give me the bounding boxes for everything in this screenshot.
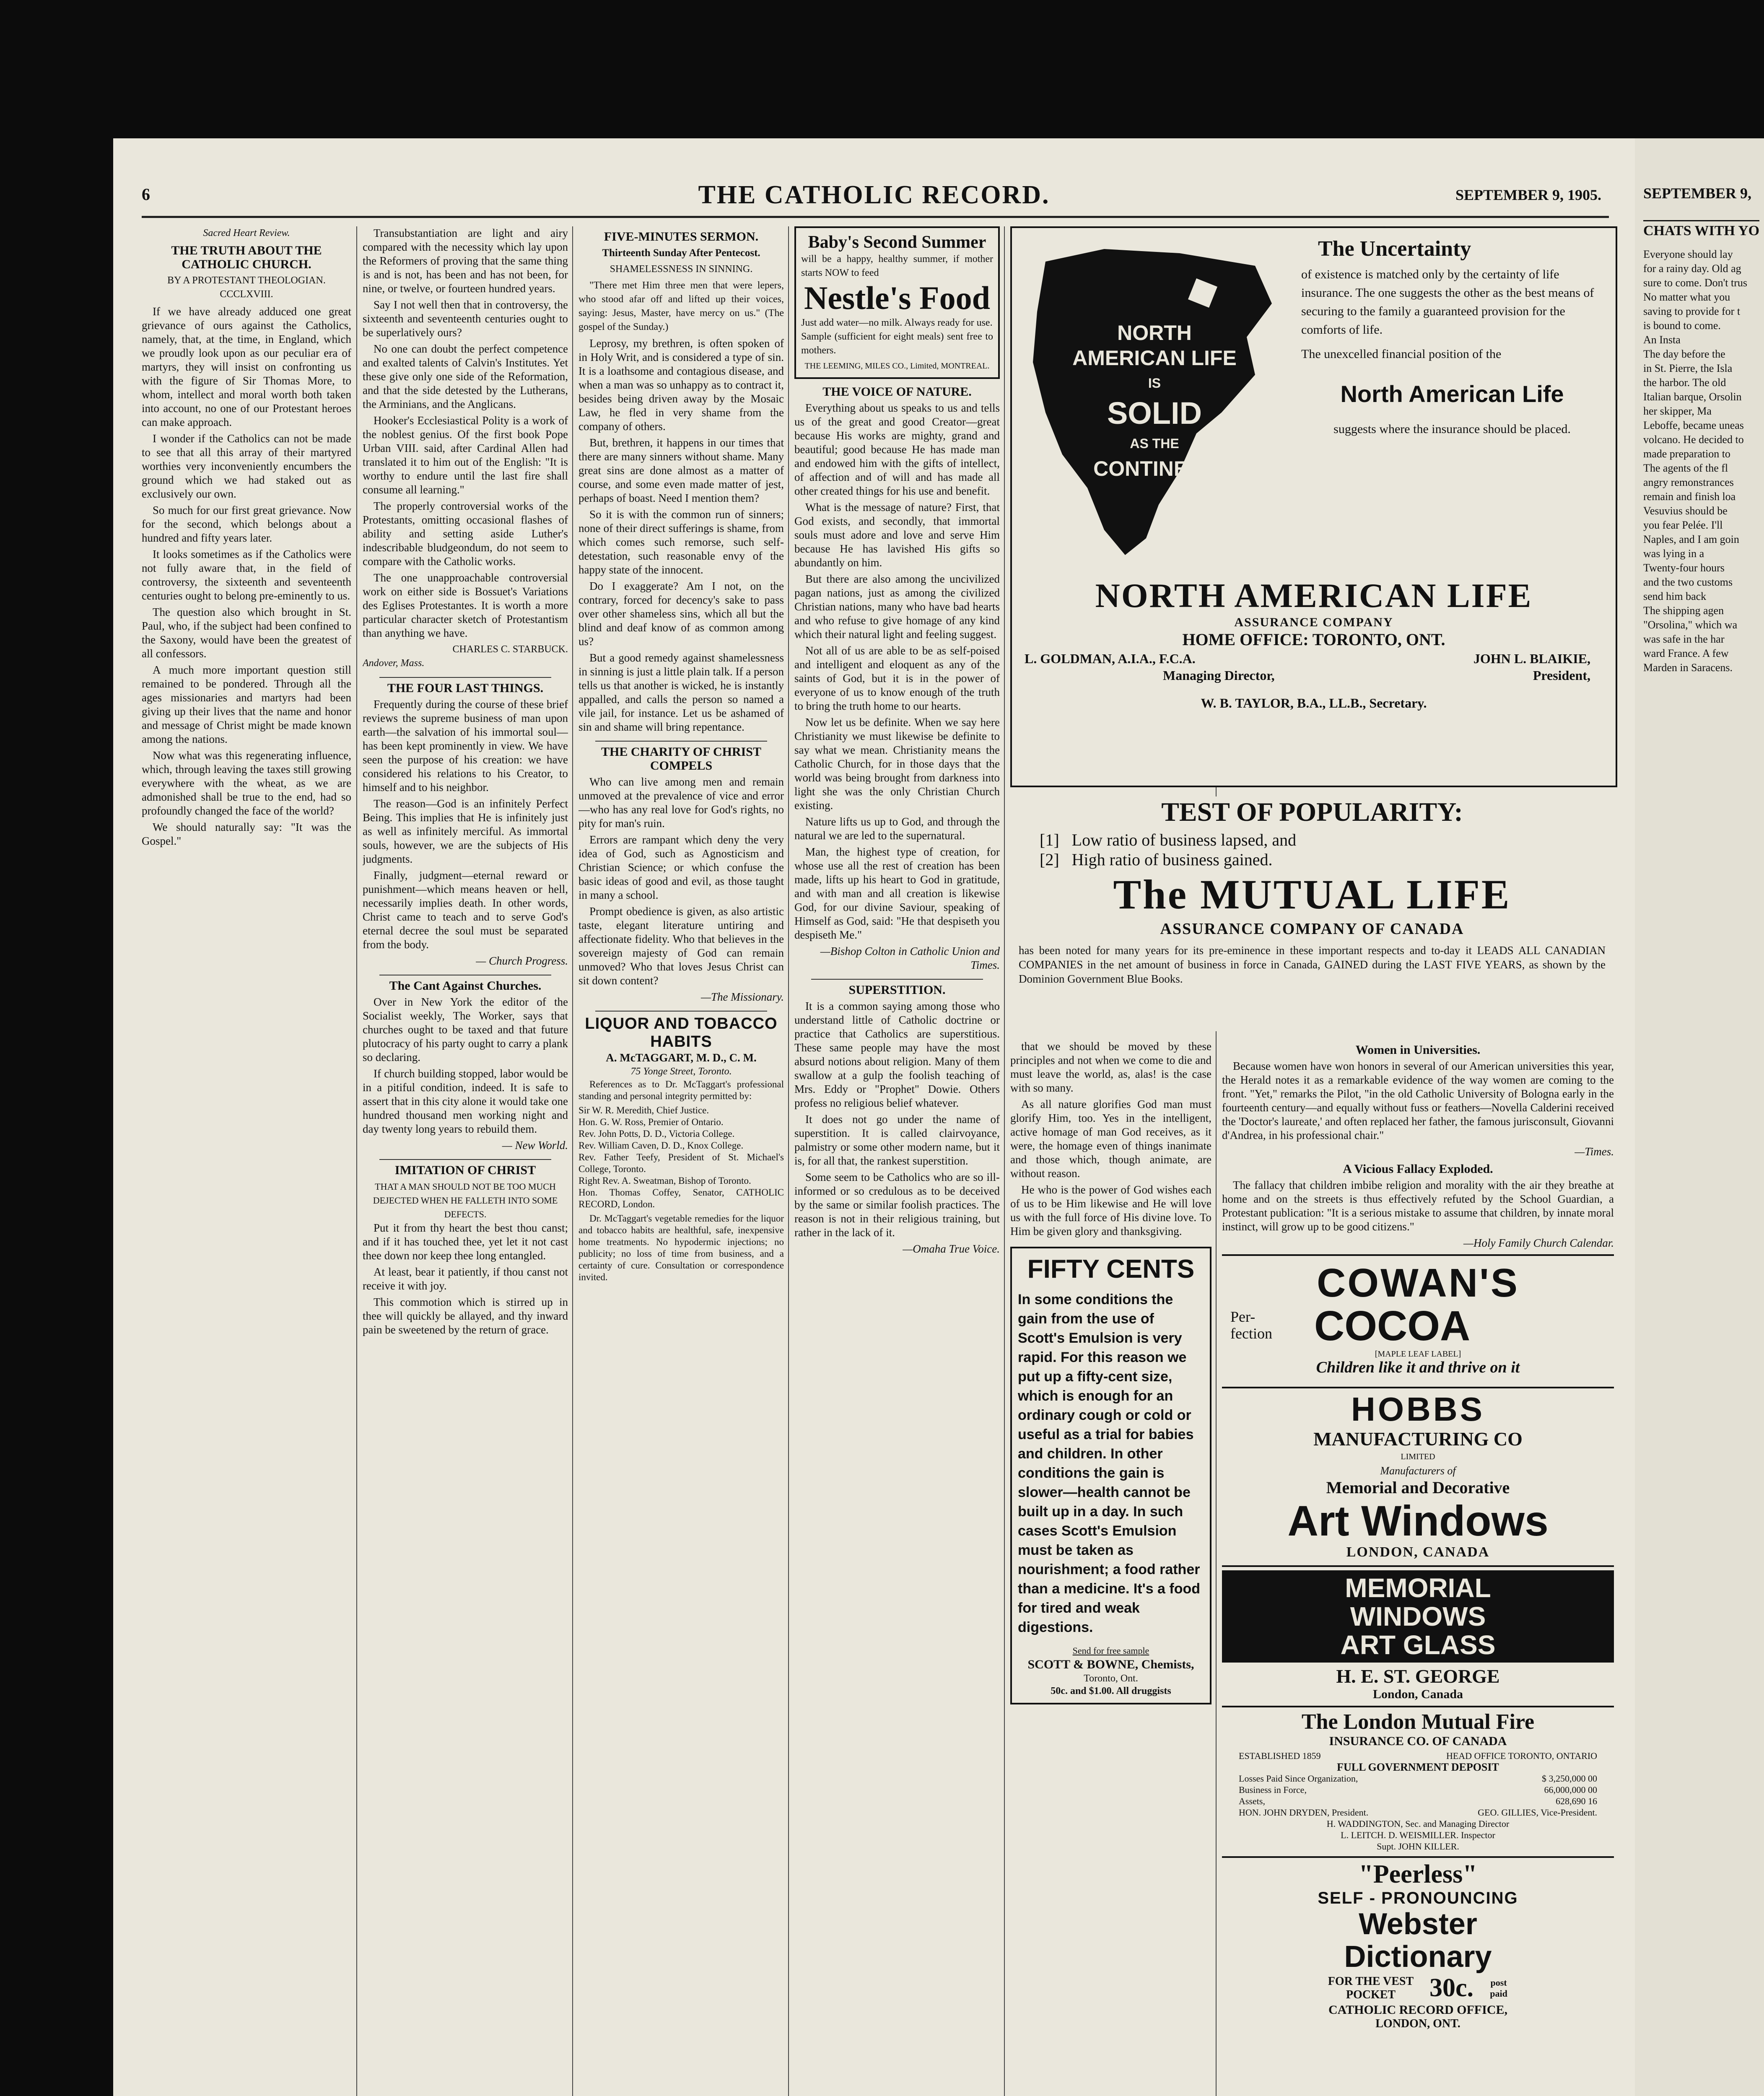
ad-company: MANUFACTURING CO — [1313, 1428, 1523, 1450]
reference: Right Rev. A. Sweatman, Bishop of Toronto. — [578, 1175, 751, 1186]
edge-line: The agents of the fl — [1643, 462, 1728, 474]
paragraph: Nature lifts us up to God, and through the natural we are led to the supernatural. — [794, 815, 1000, 842]
edge-line: remain and finish loa — [1643, 490, 1736, 503]
paragraph: So much for our first great grievance. Now for the second, which belongs about a hundred and fifty years later. — [142, 504, 351, 544]
ad-text: fection — [1230, 1325, 1272, 1342]
ad-sample: Send for free sample — [1072, 1645, 1149, 1656]
article-credit: — Church Progress. — [476, 955, 568, 967]
column-rule — [356, 226, 357, 2096]
map-slogan-line: NORTH — [1117, 321, 1192, 345]
adjacent-page-edge — [1635, 138, 1764, 2096]
paragraph: But a good remedy against shamelessness in sinning is just a little plain talk. If a person tells us that another is wicked, he is instantly appalled, and calls the person so named a vile jail, for instance. Let us be ashamed of sin and shame will bring repentance. — [578, 651, 784, 733]
officer: JOHN L. BLAIKIE, — [1473, 651, 1590, 666]
edge-line: Naples, and I am goin — [1643, 533, 1739, 545]
ad-text: HEAD OFFICE TORONTO, ONTARIO — [1446, 1751, 1597, 1761]
ad-banner — [1222, 1570, 1614, 1663]
ad-list-item — [1040, 830, 1614, 850]
paragraph: Over in New York the editor of the Socialist weekly, The Worker, says that churches ought to be taxed and that future plutocracy of his party ought to carry a plank so declaring. — [363, 996, 568, 1064]
ad-product: COCOA — [1314, 1302, 1471, 1349]
cowans-ad — [1222, 1254, 1614, 1382]
ad-city: LONDON, CANADA — [1346, 1544, 1490, 1560]
north-american-life-ad — [1010, 226, 1617, 787]
edge-line: and the two customs — [1643, 576, 1733, 588]
edge-line: is bound to come. — [1643, 319, 1721, 332]
edge-line: Vesuvius should be — [1643, 505, 1728, 517]
ad-row — [1222, 1784, 1614, 1795]
ad-text: will be a happy, healthy summer, if mother starts NOW to feed — [801, 254, 993, 278]
paragraph: A much more important question still remained to be pondered. Through all the ages missionaries and martyrs had been giving up their lives that the name and honor and message of Christ might be made known among the nations. — [142, 664, 351, 745]
edge-line: No matter what you — [1643, 291, 1730, 303]
ad-intro: References as to Dr. McTaggart's professional standing and personal integrity permitted by: — [578, 1079, 784, 1101]
ad-value: 628,690 16 — [1556, 1796, 1597, 1806]
edge-line: volcano. He decided to — [1643, 433, 1744, 446]
ad-text: Manufacturers of — [1380, 1465, 1456, 1477]
paragraph: Hooker's Ecclesiastical Polity is a work of the noblest genius. Of the first book Pope Urban VIII. said, after Cardinal Allen had translated it to him out of the English: "It is worthy to endure until the last fire shall consume all learning." — [363, 414, 568, 496]
ad-doctor-name: A. McTAGGART, M. D., C. M. — [606, 1051, 757, 1064]
ad-text: post paid — [1490, 1977, 1507, 1999]
paragraph: The question also which brought in St. Paul, who, if the subject had been confined to the Saxony, would have been the greatest of all confessors. — [142, 606, 351, 660]
paragraph: Some seem to be Catholics who are so ill-informed or so credulous as to be deceived by the same or similar foolish practices. The reason is not in their religious training, but rather in the lack of it. — [794, 1171, 1000, 1239]
reference: Rev. Father Teefy, President of St. Michael's College, Toronto. — [578, 1152, 784, 1174]
page-number: 6 — [142, 185, 150, 204]
article-headline: IMITATION OF CHRIST — [394, 1163, 536, 1177]
paragraph: Finally, judgment—eternal reward or punishment—which means heaven or hell, necessarily implies death. In other words, Christ came to teach and to serve God's eternal decree the soul must be separated from the body. — [363, 869, 568, 951]
home-office: HOME OFFICE: TORONTO, ONT. — [1182, 630, 1445, 649]
ad-row — [1222, 1795, 1614, 1807]
edge-line: Leboffe, became uneas — [1643, 419, 1744, 431]
ad-text: The unexcelled financial position of the — [1301, 347, 1502, 361]
edge-line: her skipper, Ma — [1643, 405, 1712, 417]
officer: L. GOLDMAN, A.I.A., F.C.A. — [1025, 651, 1196, 666]
ad-text: H. WADDINGTON, Sec. and Managing Director — [1326, 1818, 1510, 1829]
ad-text: suggests where the insurance should be placed. — [1333, 422, 1571, 436]
ad-maker: THE LEEMING, MILES CO., Limited, MONTREAL. — [804, 361, 990, 371]
column-6 — [1010, 1040, 1211, 2096]
ad-headline: LIQUOR AND TOBACCO HABITS — [585, 1015, 778, 1051]
ad-headline: Baby's Second Summer — [808, 233, 986, 252]
paragraph: Now what was this regenerating influence, which, through leaving the taxes still growing everywhere with the wheat, as we are admonished shall be true to the end, had so profoundly changed the face of the world? — [142, 749, 351, 817]
paragraph: This commotion which is stirred up in thee will quickly be allayed, and thy inward pain be sweetened by the return of grace. — [363, 1296, 568, 1336]
edge-line: in St. Pierre, the Isla — [1643, 362, 1733, 374]
ad-headline: Art Windows — [1287, 1497, 1549, 1545]
article-subhead: THAT A MAN SHOULD NOT BE TOO MUCH DEJECTED WHEN HE FALLETH INTO SOME DEFECTS. — [373, 1181, 558, 1219]
edge-line: angry remonstrances — [1643, 476, 1734, 488]
item-text: High ratio of business gained. — [1071, 850, 1273, 869]
divider — [811, 979, 983, 980]
officer-title: Managing Director, — [1163, 668, 1275, 683]
article-headline: SUPERSTITION. — [848, 983, 946, 997]
ad-text: ART GLASS — [1340, 1630, 1496, 1660]
ad-city: LONDON, ONT. — [1375, 2017, 1460, 2030]
ad-brand: HOBBS — [1351, 1390, 1485, 1428]
map-slogan-line: SOLID — [1107, 396, 1202, 431]
divider — [595, 741, 767, 742]
paragraph: So it is with the common run of sinners; none of their direct sufferings is shame, from which comes such remorse, such self-detestation, such reasonable envy of the happy state of the innocent. — [578, 508, 784, 576]
edge-headline: CHATS WITH YO — [1643, 220, 1759, 239]
column-rule — [1004, 226, 1005, 2096]
nestles-ad — [794, 226, 1000, 379]
paragraph: Frequently during the course of these brief reviews the supreme business of man upon earth—the salvation of his immortal soul—has been kept prominently in view. We have seen the purpose of his creation: we have considered his relations to his Creator, to himself and to his neighbor. — [363, 698, 568, 794]
ad-sub: ASSURANCE COMPANY OF CANADA — [1160, 920, 1464, 938]
ad-label: Business in Force, — [1239, 1785, 1307, 1795]
ad-sub: SELF - PRONOUNCING — [1318, 1889, 1518, 1907]
ad-text: Supt. JOHN KILLER. — [1377, 1841, 1459, 1852]
paragraph: Say I not well then that in controversy, the sixteenth and seventeenth centuries ought to be superlatively ours? — [363, 298, 568, 339]
edge-line: for a rainy day. Old ag — [1643, 262, 1741, 275]
newspaper-page — [113, 138, 1635, 2096]
article-number: CCCLXVIII. — [220, 289, 273, 300]
ad-brand: The MUTUAL LIFE — [1113, 871, 1511, 918]
map-slogan-line: IS — [1148, 376, 1161, 391]
edge-line: ward France. A few — [1643, 647, 1729, 659]
article-headline: A Vicious Fallacy Exploded. — [1343, 1162, 1493, 1176]
column-rule — [788, 226, 789, 2096]
ad-row — [1222, 1807, 1614, 1818]
paragraph: Errors are rampant which deny the very idea of God, such as Agnosticism and Christian Science; or which confuse the basic ideas of good and evil, as those taught in many a school. — [578, 833, 784, 901]
ad-brand: North American Life — [1340, 381, 1564, 407]
paragraph: If we have already adduced one great grievance of ours against the Catholics, namely, that, at the time, in England, which we proudly look upon as our peculiar era of martyrs, they will insist on confronting us with the figure of Sir Thomas More, to whom, intellect and moral worth both taken into account, no one of our Protestant heroes can make approach. — [142, 305, 351, 428]
ad-heading: The Uncertainty — [1318, 237, 1471, 261]
paragraph: Now let us be definite. When we say here Christianity we must likewise be definite to say what we mean. Christianity means the Catholic Church, for in those days that the world was being brought from darkness into light she was the only Christian Church existing. — [794, 716, 1000, 812]
reference: Rev. John Potts, D. D., Victoria College. — [578, 1128, 735, 1139]
edge-line: you fear Pelée. I'll — [1643, 519, 1723, 531]
paragraph: But there are also among the uncivilized pagan nations, just as among the civilized Christian nations, many who have bad hearts and who refuse to give homage of any kind which their natural light and feeling suggest. — [794, 573, 1000, 641]
paragraph: It is a common saying among those who understand little of Catholic doctrine or practice that Catholics are superstitious. These same people may have the most absurd notions about religion. Many of them swallow at a gulp the foolish teaching of Mrs. Eddy or "Prophet" Dowie. Others profess no religious belief whatever. — [794, 1000, 1000, 1109]
ad-copy — [1301, 236, 1603, 438]
divider — [379, 677, 551, 678]
edge-line: was lying in a — [1643, 547, 1704, 560]
article-headline: Women in Universities. — [1355, 1043, 1481, 1057]
scotts-emulsion-ad — [1010, 1247, 1211, 1704]
ad-row — [1222, 1773, 1614, 1784]
paragraph: Transubstantiation are light and airy compared with the necessity which lay upon the Reformers of proving that the same thing is and is not, has been and has not been, for nine, or twelve, or fourteen hundred years. — [363, 227, 568, 295]
article-headline: THE FOUR LAST THINGS. — [387, 681, 544, 695]
paragraph: It does not go under the name of superstition. It is called clairvoyance, palmistry or some other modern name, but it is, for all that, the rankest superstition. — [794, 1113, 1000, 1167]
edge-line: send him back — [1643, 590, 1707, 602]
signature-place: Andover, Mass. — [363, 658, 425, 669]
ad-price: 30c. — [1429, 1974, 1474, 2002]
article-title: SHAMELESSNESS IN SINNING. — [610, 264, 753, 275]
company-block — [1012, 576, 1616, 711]
paragraph: that we should be moved by these principles and not when we come to die and must leave the world, as, alas! is the case with so many. — [1010, 1040, 1211, 1094]
ad-text: WINDOWS — [1350, 1601, 1486, 1632]
article-credit: —Omaha True Voice. — [903, 1243, 1000, 1255]
edge-line: The day before the — [1643, 348, 1725, 360]
ad-value: 66,000,000 00 — [1544, 1785, 1597, 1795]
article-headline: THE TRUTH ABOUT THE CATHOLIC CHURCH. — [171, 244, 322, 271]
ad-text: Sample (sufficient for eight meals) sent free to mothers. — [801, 331, 993, 356]
ad-text: LIMITED — [1401, 1452, 1435, 1461]
ad-sub: INSURANCE CO. OF CANADA — [1329, 1734, 1507, 1748]
ad-text: GEO. GILLIES, Vice-President. — [1478, 1807, 1597, 1818]
edge-line: Everyone should lay — [1643, 248, 1733, 260]
divider — [595, 1011, 767, 1012]
edge-line: the harbor. The old — [1643, 376, 1726, 389]
ad-text: MEMORIAL — [1345, 1573, 1491, 1603]
article-headline: THE CHARITY OF CHRIST COMPELS — [601, 745, 761, 773]
officer-title: President, — [1533, 668, 1590, 683]
ad-label: Losses Paid Since Organization, — [1239, 1773, 1358, 1784]
paragraph: If church building stopped, labor would be in a pitiful condition, indeed. It is safe to assert that in this city alone it would take one hundred thousand men working night and day twenty long years to rebuild them. — [363, 1067, 568, 1135]
ad-headline: The London Mutual Fire — [1301, 1710, 1535, 1734]
paragraph: Man, the highest type of creation, for whose use all the rest of creation has been made, lifts up his heart to God in gratitude, and with man and all creation is likewise God, for our divine Saviour, speaking of Himself as God, said: "He that despiseth you despiseth Me." — [794, 846, 1000, 941]
edge-date: SEPTEMBER 9, — [1643, 185, 1752, 202]
paragraph: Put it from thy heart the best thou canst; and if it has touched thee, yet let it not cast thee down nor keep thee long entangled. — [363, 1222, 568, 1262]
article-headline: The Cant Against Churches. — [389, 979, 542, 993]
article-credit: —Holy Family Church Calendar. — [1463, 1237, 1614, 1249]
edge-text — [1643, 247, 1763, 675]
paragraph: Prompt obedience is given, as also artistic taste, elegant literature untiring and affectionate fidelity. Who that believes in the sovereign majesty of God can remain unmoved? Who that loves Jesus Christ can sit down content? — [578, 905, 784, 987]
edge-line: was safe in the har — [1643, 633, 1725, 645]
map-slogan-line: CONTINENT — [1093, 457, 1216, 480]
ad-text: Per- — [1230, 1308, 1256, 1325]
newspaper-title: THE CATHOLIC RECORD. — [698, 181, 1050, 209]
ad-label: Assets, — [1239, 1796, 1265, 1806]
ad-text: Dictionary — [1344, 1940, 1492, 1974]
ad-text: of existence is matched only by the certainty of life insurance. The one suggests the other as the best means of securing to the family a guaranteed provision for the comforts of life. — [1301, 267, 1594, 337]
paragraph: The one unapproachable controversial work on either side is Bossuet's Variations des Eglises Protestantes. It is worth a more particular character sketch of Protestantism than anything we have. — [363, 571, 568, 639]
paragraph: The fallacy that children imbibe religion and morality with the air they breathe at home and on the streets is thus effectively refuted by the School Guardian, a Protestant publication: "It is a serious mistake to assume that children, by innate moral instinct, will grow up to be good citizens." — [1222, 1179, 1614, 1233]
map-illustration — [1020, 236, 1289, 572]
column-7 — [1222, 1040, 1614, 2096]
article-credit: —Times. — [1575, 1145, 1614, 1158]
ad-text: HON. JOHN DRYDEN, President. — [1239, 1807, 1369, 1818]
ad-text: Memorial and Decorative — [1326, 1478, 1510, 1497]
ad-references — [578, 1105, 784, 1210]
ad-price: 50c. and $1.00. All druggists — [1051, 1686, 1171, 1697]
ad-text: FOR THE VEST POCKET — [1328, 1974, 1414, 2001]
ad-list-item — [1040, 850, 1614, 869]
masthead-rule — [142, 216, 1609, 218]
reference: Hon. Thomas Coffey, Senator, CATHOLIC RECORD, London. — [578, 1187, 784, 1209]
divider — [379, 1159, 551, 1160]
column-rule — [572, 226, 573, 2096]
mutual-life-ad — [1010, 796, 1614, 1031]
ad-perfection — [1230, 1308, 1272, 1342]
edge-line: saving to provide for t — [1643, 305, 1741, 317]
hobbs-ad — [1222, 1387, 1614, 1560]
reference: Rev. William Caven, D. D., Knox College. — [578, 1140, 744, 1151]
paragraph: No one can doubt the perfect competence and exalted talents of Calvin's Institutes. Yet these give only one side of the Reformation, and that the side detested by the Lutherans, the Arminians, and the Anglicans. — [363, 342, 568, 410]
edge-line: made preparation to — [1643, 448, 1730, 460]
paragraph: But, brethren, it happens in our times that there are many sinners without shame. Many great sins are done almost as a matter of course, and some even made matter of jest, perhaps of boast. Need I mention them? — [578, 436, 784, 504]
paragraph: Do I exaggerate? Am I not, on the contrary, forced for decency's sake to pass over other shameless sins, which all but the blind and deaf know of as common among us? — [578, 580, 784, 648]
article-credit: — New World. — [502, 1139, 568, 1152]
ad-brand: COWAN'S — [1317, 1261, 1519, 1305]
paragraph: As all nature glorifies God man must glorify Him, too. Yes in the intelligent, active homage of man God receives, as it were, the homage even of things inanimate and those which, though animate, are without reason. — [1010, 1098, 1211, 1180]
column-4 — [794, 226, 1000, 2096]
article-credit: —The Missionary. — [700, 991, 784, 1003]
paragraph: The reason—God is an infinitely Perfect Being. This implies that He is infinitely just as well as infinitely merciful. As immortal souls, however, we are the subjects of His judgments. — [363, 797, 568, 865]
signature: CHARLES C. STARBUCK. — [452, 644, 568, 655]
edge-line: Marden in Saracens. — [1643, 661, 1733, 674]
edge-line: Italian barque, Orsolin — [1643, 391, 1742, 403]
edge-line: "Orsolina," which wa — [1643, 619, 1738, 631]
ad-closing: Dr. McTaggart's vegetable remedies for the liquor and tobacco habits are healthful, safe, inexpensive home treatments. No hypodermic injections; no publicity; no loss of time from business, and a certainty of cure. Consultation or correspondence invited. — [578, 1213, 784, 1282]
ad-label: [MAPLE LEAF LABEL] — [1375, 1349, 1461, 1359]
ad-text: L. LEITCH. D. WEISMILLER. Inspector — [1341, 1830, 1495, 1840]
paragraph: Who can live among men and remain unmoved at the prevalence of vice and error—who has any real love for God's rights, no pity for man's ruin. — [578, 776, 784, 830]
masthead — [113, 181, 1635, 210]
edge-line: An Insta — [1643, 334, 1681, 346]
ad-text: ESTABLISHED 1859 — [1239, 1751, 1321, 1761]
article-headline: THE VOICE OF NATURE. — [822, 385, 972, 399]
paragraph: Leprosy, my brethren, is often spoken of in Holy Writ, and is considered a type of sin. It is a loathsome and contagious disease, and when a man was so unhappy as to contract it, besides being driven away by the Mosaic Law, he fled in very shame from the company of others. — [578, 337, 784, 433]
item-number: [2] — [1040, 850, 1059, 869]
map-slogan — [1037, 320, 1272, 481]
article-byline: BY A PROTESTANT THEOLOGIAN. — [167, 275, 326, 286]
edge-line: sure to come. Don't trus — [1643, 277, 1748, 289]
ad-text: Just add water—no milk. Always ready for use. — [801, 317, 993, 328]
edge-line: Twenty-four hours — [1643, 562, 1725, 574]
paragraph: At least, bear it patiently, if thou canst not receive it with joy. — [363, 1266, 568, 1292]
paragraph: Not all of us are able to be as self-poised and intelligent and eloquent as any of the saints of God, but it is in the power of everyone of us to know enough of the truth to bring the truth home to our hearts. — [794, 644, 1000, 712]
ad-headline: FIFTY CENTS — [1027, 1255, 1195, 1284]
column-3 — [578, 226, 784, 2096]
ad-heading: TEST OF POPULARITY: — [1161, 797, 1463, 827]
map-slogan-line: AMERICAN LIFE — [1072, 346, 1237, 370]
ad-city: Toronto, Ont. — [1084, 1673, 1138, 1684]
memorial-windows-ad — [1222, 1565, 1614, 1702]
issue-date: SEPTEMBER 9, 1905. — [1455, 187, 1601, 203]
paragraph: Because women have won honors in several of our American universities this year, the Herald notes it as a remarkable evidence of the way women are coming to the front. "Yet," remarks the Pilot, "in the old Catholic University of Bologna early in the fourteenth century—and equally without fuss or feathers—Novella Calderini received the 'Doctor's laureate,' and often replaced her father, the famous jurisconsult, Giovanni d'Andrea, in his professional chair." — [1222, 1060, 1614, 1141]
paragraph: What is the message of nature? First, that God exists, and secondly, that immortal souls must adore and love and serve Him because He has lavished His gifts so abundantly on him. — [794, 501, 1000, 569]
ad-row — [1222, 1748, 1614, 1761]
ad-text: In some conditions the gain from the use of Scott's Emulsion is very rapid. For this reason we put up a fifty-cent size, which is enough for an ordinary cough or cold or useful as a trial for babies and children. In other conditions the gain is slower—health cannot be built up in a day. In such cases Scott's Emulsion must be taken as nourishment; a food rather than a medicine. It's a food for tired and weak digestions. — [1018, 1292, 1201, 1635]
item-text: Low ratio of business lapsed, and — [1071, 830, 1297, 849]
london-mutual-ad — [1222, 1706, 1614, 1852]
ad-text: Webster — [1359, 1907, 1477, 1941]
ad-row — [1222, 1973, 1614, 2003]
paragraph: He who is the power of God wishes each of us to be Him likewise and He will love us with the full force of His divine love. To Him be given glory and thanksgiving. — [1010, 1183, 1211, 1237]
article-subhead: Thirteenth Sunday After Pentecost. — [602, 247, 760, 259]
reference: Sir W. R. Meredith, Chief Justice. — [578, 1105, 709, 1115]
article-credit: —Bishop Colton in Catholic Union and Times. — [820, 945, 1000, 971]
ad-maker: SCOTT & BOWNE, Chemists, — [1027, 1658, 1194, 1671]
ad-address: 75 Yonge Street, Toronto. — [630, 1066, 732, 1077]
epigraph: "There met Him three men that were lepers, who stood afar off and lifted up their voices, saying: Jesus, Master, have mercy on us." (The gospel of the Sunday.) — [578, 280, 784, 332]
map-slogan-line: AS THE — [1130, 436, 1179, 451]
ad-text: has been noted for many years for its pre-eminence in these important respects and to-day it LEADS ALL CANADIAN COMPANIES in the net amount of business in force in Canada, GAINED during the LAST FIVE YEARS, as shown by the Dominion Government Blue Books. — [1019, 944, 1606, 985]
company-name: NORTH AMERICAN LIFE — [1095, 576, 1533, 615]
paragraph: We should naturally say: "It was the Gospel." — [142, 821, 351, 847]
ad-value: $ 3,250,000 00 — [1542, 1773, 1597, 1784]
paragraph: Everything about us speaks to us and tells us of the great and good Creator—great because His works are mighty, grand and beautiful; good because He has made man and endowed him with the gifts of intellect, of affection and of will and has made all other created things for his use and benefit. — [794, 402, 1000, 497]
secretary: W. B. TAYLOR, B.A., LL.B., Secretary. — [1201, 695, 1427, 711]
paragraph: I wonder if the Catholics can not be made to see that all this array of their martyred worthies very inconveniently encumbers the ground which we had staked out as exclusively our own. — [142, 432, 351, 500]
ad-name: H. E. ST. GEORGE — [1336, 1665, 1500, 1687]
column-2 — [363, 226, 568, 2096]
ad-office: CATHOLIC RECORD OFFICE, — [1328, 2003, 1507, 2017]
ad-slogan: Children like it and thrive on it — [1316, 1359, 1520, 1376]
paragraph: It looks sometimes as if the Catholics were not fully aware that, in the field of controversy, the sixteenth and seventeenth centuries ought to belong pre-eminently to us. — [142, 548, 351, 602]
reference: Hon. G. W. Ross, Premier of Ontario. — [578, 1117, 724, 1127]
ad-text: FULL GOVERNMENT DEPOSIT — [1337, 1761, 1499, 1773]
item-number: [1] — [1040, 830, 1059, 849]
officers — [1012, 649, 1616, 695]
column-1 — [142, 226, 351, 2096]
company-sub: ASSURANCE COMPANY — [1234, 615, 1393, 629]
ad-brand: Nestle's Food — [804, 280, 991, 316]
peerless-dictionary-ad — [1222, 1856, 1614, 2031]
article-source: Sacred Heart Review. — [203, 228, 290, 239]
ad-city: London, Canada — [1372, 1687, 1463, 1701]
edge-line: The shipping agen — [1643, 604, 1724, 617]
paragraph: The properly controversial works of the Protestants, omitting occasional flashes of ability and setting aside Luther's indescribable bludgeondum, do not seem to compare with the Catholic works. — [363, 500, 568, 568]
article-headline: FIVE-MINUTES SERMON. — [604, 230, 759, 244]
ad-headline: "Peerless" — [1359, 1860, 1477, 1888]
